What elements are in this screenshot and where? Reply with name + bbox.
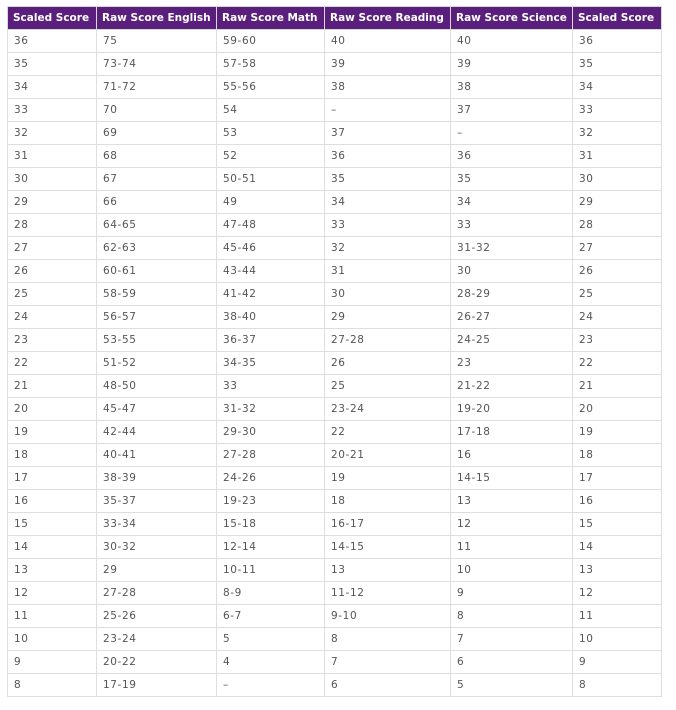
scaled-score-right-cell: 12 (573, 582, 662, 605)
reading-raw-cell: 16-17 (325, 513, 451, 536)
math-raw-cell: 5 (217, 628, 325, 651)
science-raw-cell: 14-15 (451, 467, 573, 490)
table-row (8, 168, 662, 191)
scaled-score-cell: 34 (8, 76, 97, 99)
reading-raw-cell: 27-28 (325, 329, 451, 352)
table-header (8, 7, 662, 30)
math-raw-cell: 31-32 (217, 398, 325, 421)
scaled-score-cell: 27 (8, 237, 97, 260)
science-raw-cell: 40 (451, 30, 573, 53)
table-row (8, 490, 662, 513)
scaled-score-cell: 33 (8, 99, 97, 122)
math-raw-cell: 47-48 (217, 214, 325, 237)
reading-raw-cell: 8 (325, 628, 451, 651)
table-row (8, 674, 662, 697)
english-raw-cell: 45-47 (97, 398, 217, 421)
table-row (8, 444, 662, 467)
english-raw-cell: 69 (97, 122, 217, 145)
science-raw-cell: 36 (451, 145, 573, 168)
math-raw-cell: 36-37 (217, 329, 325, 352)
math-raw-cell: 55-56 (217, 76, 325, 99)
math-raw-cell: 49 (217, 191, 325, 214)
table-row (8, 329, 662, 352)
math-raw-cell: 53 (217, 122, 325, 145)
science-raw-cell: 16 (451, 444, 573, 467)
science-raw-cell: 37 (451, 99, 573, 122)
table-row (8, 260, 662, 283)
science-raw-cell: 23 (451, 352, 573, 375)
reading-raw-cell: 7 (325, 651, 451, 674)
english-raw-cell: 38-39 (97, 467, 217, 490)
table-row (8, 237, 662, 260)
reading-raw-cell: 36 (325, 145, 451, 168)
scaled-score-right-cell: 26 (573, 260, 662, 283)
english-raw-cell: 73-74 (97, 53, 217, 76)
reading-raw-cell: 20-21 (325, 444, 451, 467)
scaled-score-cell: 12 (8, 582, 97, 605)
math-raw-cell: 43-44 (217, 260, 325, 283)
reading-raw-cell: 22 (325, 421, 451, 444)
table-row (8, 582, 662, 605)
scaled-score-right-cell: 32 (573, 122, 662, 145)
header-scaled-score-right: Scaled Score (573, 7, 662, 30)
math-raw-cell: 6-7 (217, 605, 325, 628)
math-raw-cell: 12-14 (217, 536, 325, 559)
scaled-score-right-cell: 9 (573, 651, 662, 674)
science-raw-cell: 9 (451, 582, 573, 605)
table-row (8, 283, 662, 306)
reading-raw-cell: 37 (325, 122, 451, 145)
math-raw-cell: 27-28 (217, 444, 325, 467)
scaled-score-right-cell: 35 (573, 53, 662, 76)
english-raw-cell: 53-55 (97, 329, 217, 352)
scaled-score-cell: 10 (8, 628, 97, 651)
scaled-score-cell: 28 (8, 214, 97, 237)
math-raw-cell: 52 (217, 145, 325, 168)
table-row (8, 536, 662, 559)
table-row (8, 145, 662, 168)
scaled-score-right-cell: 14 (573, 536, 662, 559)
science-raw-cell: 11 (451, 536, 573, 559)
scaled-score-cell: 15 (8, 513, 97, 536)
table-row (8, 559, 662, 582)
table-row (8, 306, 662, 329)
reading-raw-cell: 18 (325, 490, 451, 513)
reading-raw-cell: – (325, 99, 451, 122)
table-body (8, 30, 662, 697)
english-raw-cell: 60-61 (97, 260, 217, 283)
math-raw-cell: 57-58 (217, 53, 325, 76)
scaled-score-right-cell: 36 (573, 30, 662, 53)
math-raw-cell: – (217, 674, 325, 697)
table-row (8, 651, 662, 674)
scaled-score-cell: 23 (8, 329, 97, 352)
scaled-score-right-cell: 19 (573, 421, 662, 444)
reading-raw-cell: 40 (325, 30, 451, 53)
header-raw-score-science: Raw Score Science (451, 7, 573, 30)
reading-raw-cell: 19 (325, 467, 451, 490)
scaled-score-cell: 22 (8, 352, 97, 375)
table-row (8, 122, 662, 145)
scaled-score-right-cell: 25 (573, 283, 662, 306)
scaled-score-cell: 9 (8, 651, 97, 674)
science-raw-cell: 31-32 (451, 237, 573, 260)
reading-raw-cell: 23-24 (325, 398, 451, 421)
scaled-score-cell: 29 (8, 191, 97, 214)
science-raw-cell: 33 (451, 214, 573, 237)
scaled-score-right-cell: 31 (573, 145, 662, 168)
english-raw-cell: 29 (97, 559, 217, 582)
scaled-score-cell: 8 (8, 674, 97, 697)
table-row (8, 76, 662, 99)
math-raw-cell: 24-26 (217, 467, 325, 490)
scaled-score-right-cell: 27 (573, 237, 662, 260)
science-raw-cell: 26-27 (451, 306, 573, 329)
scaled-score-cell: 11 (8, 605, 97, 628)
header-row (8, 7, 662, 30)
english-raw-cell: 25-26 (97, 605, 217, 628)
scaled-score-right-cell: 33 (573, 99, 662, 122)
science-raw-cell: 17-18 (451, 421, 573, 444)
scaled-score-cell: 14 (8, 536, 97, 559)
scaled-score-cell: 24 (8, 306, 97, 329)
reading-raw-cell: 25 (325, 375, 451, 398)
score-conversion-table (7, 6, 662, 697)
english-raw-cell: 68 (97, 145, 217, 168)
scaled-score-cell: 35 (8, 53, 97, 76)
science-raw-cell: 39 (451, 53, 573, 76)
scaled-score-right-cell: 11 (573, 605, 662, 628)
reading-raw-cell: 30 (325, 283, 451, 306)
scaled-score-right-cell: 23 (573, 329, 662, 352)
header-raw-score-math: Raw Score Math (217, 7, 325, 30)
scaled-score-cell: 19 (8, 421, 97, 444)
math-raw-cell: 8-9 (217, 582, 325, 605)
table-row (8, 421, 662, 444)
scaled-score-right-cell: 10 (573, 628, 662, 651)
table-row (8, 398, 662, 421)
scaled-score-right-cell: 34 (573, 76, 662, 99)
scaled-score-cell: 17 (8, 467, 97, 490)
scaled-score-right-cell: 21 (573, 375, 662, 398)
table-row (8, 513, 662, 536)
science-raw-cell: 8 (451, 605, 573, 628)
math-raw-cell: 33 (217, 375, 325, 398)
english-raw-cell: 42-44 (97, 421, 217, 444)
table-row (8, 191, 662, 214)
scaled-score-right-cell: 8 (573, 674, 662, 697)
science-raw-cell: 38 (451, 76, 573, 99)
english-raw-cell: 71-72 (97, 76, 217, 99)
reading-raw-cell: 34 (325, 191, 451, 214)
english-raw-cell: 75 (97, 30, 217, 53)
scaled-score-cell: 25 (8, 283, 97, 306)
science-raw-cell: 10 (451, 559, 573, 582)
table-row (8, 99, 662, 122)
science-raw-cell: 35 (451, 168, 573, 191)
english-raw-cell: 40-41 (97, 444, 217, 467)
reading-raw-cell: 38 (325, 76, 451, 99)
science-raw-cell: 34 (451, 191, 573, 214)
english-raw-cell: 58-59 (97, 283, 217, 306)
reading-raw-cell: 6 (325, 674, 451, 697)
english-raw-cell: 62-63 (97, 237, 217, 260)
reading-raw-cell: 32 (325, 237, 451, 260)
math-raw-cell: 4 (217, 651, 325, 674)
scaled-score-right-cell: 16 (573, 490, 662, 513)
english-raw-cell: 20-22 (97, 651, 217, 674)
english-raw-cell: 30-32 (97, 536, 217, 559)
scaled-score-right-cell: 24 (573, 306, 662, 329)
scaled-score-cell: 20 (8, 398, 97, 421)
english-raw-cell: 27-28 (97, 582, 217, 605)
table-row (8, 605, 662, 628)
table-row (8, 214, 662, 237)
reading-raw-cell: 33 (325, 214, 451, 237)
science-raw-cell: 24-25 (451, 329, 573, 352)
science-raw-cell: 19-20 (451, 398, 573, 421)
scaled-score-cell: 32 (8, 122, 97, 145)
science-raw-cell: 30 (451, 260, 573, 283)
science-raw-cell: 5 (451, 674, 573, 697)
reading-raw-cell: 9-10 (325, 605, 451, 628)
english-raw-cell: 70 (97, 99, 217, 122)
math-raw-cell: 38-40 (217, 306, 325, 329)
english-raw-cell: 48-50 (97, 375, 217, 398)
science-raw-cell: 7 (451, 628, 573, 651)
reading-raw-cell: 31 (325, 260, 451, 283)
header-raw-score-english: Raw Score English (97, 7, 217, 30)
reading-raw-cell: 14-15 (325, 536, 451, 559)
reading-raw-cell: 39 (325, 53, 451, 76)
math-raw-cell: 50-51 (217, 168, 325, 191)
math-raw-cell: 59-60 (217, 30, 325, 53)
table-row (8, 628, 662, 651)
science-raw-cell: 6 (451, 651, 573, 674)
scaled-score-right-cell: 15 (573, 513, 662, 536)
scaled-score-right-cell: 22 (573, 352, 662, 375)
table-row (8, 375, 662, 398)
math-raw-cell: 41-42 (217, 283, 325, 306)
scaled-score-right-cell: 20 (573, 398, 662, 421)
science-raw-cell: 21-22 (451, 375, 573, 398)
scaled-score-right-cell: 29 (573, 191, 662, 214)
math-raw-cell: 10-11 (217, 559, 325, 582)
reading-raw-cell: 13 (325, 559, 451, 582)
english-raw-cell: 17-19 (97, 674, 217, 697)
table-row (8, 467, 662, 490)
english-raw-cell: 64-65 (97, 214, 217, 237)
scaled-score-cell: 30 (8, 168, 97, 191)
math-raw-cell: 34-35 (217, 352, 325, 375)
reading-raw-cell: 26 (325, 352, 451, 375)
reading-raw-cell: 29 (325, 306, 451, 329)
english-raw-cell: 67 (97, 168, 217, 191)
english-raw-cell: 56-57 (97, 306, 217, 329)
english-raw-cell: 66 (97, 191, 217, 214)
table-row (8, 30, 662, 53)
reading-raw-cell: 35 (325, 168, 451, 191)
math-raw-cell: 45-46 (217, 237, 325, 260)
english-raw-cell: 23-24 (97, 628, 217, 651)
math-raw-cell: 29-30 (217, 421, 325, 444)
header-scaled-score: Scaled Score (8, 7, 97, 30)
header-raw-score-reading: Raw Score Reading (325, 7, 451, 30)
math-raw-cell: 19-23 (217, 490, 325, 513)
score-table-container (7, 6, 661, 697)
science-raw-cell: 28-29 (451, 283, 573, 306)
science-raw-cell: 12 (451, 513, 573, 536)
scaled-score-cell: 26 (8, 260, 97, 283)
science-raw-cell: – (451, 122, 573, 145)
math-raw-cell: 54 (217, 99, 325, 122)
table-row (8, 352, 662, 375)
scaled-score-cell: 16 (8, 490, 97, 513)
english-raw-cell: 35-37 (97, 490, 217, 513)
scaled-score-cell: 31 (8, 145, 97, 168)
scaled-score-right-cell: 30 (573, 168, 662, 191)
scaled-score-right-cell: 18 (573, 444, 662, 467)
scaled-score-cell: 18 (8, 444, 97, 467)
math-raw-cell: 15-18 (217, 513, 325, 536)
english-raw-cell: 51-52 (97, 352, 217, 375)
scaled-score-right-cell: 17 (573, 467, 662, 490)
scaled-score-right-cell: 13 (573, 559, 662, 582)
english-raw-cell: 33-34 (97, 513, 217, 536)
reading-raw-cell: 11-12 (325, 582, 451, 605)
scaled-score-right-cell: 28 (573, 214, 662, 237)
science-raw-cell: 13 (451, 490, 573, 513)
scaled-score-cell: 13 (8, 559, 97, 582)
table-row (8, 53, 662, 76)
scaled-score-cell: 21 (8, 375, 97, 398)
scaled-score-cell: 36 (8, 30, 97, 53)
